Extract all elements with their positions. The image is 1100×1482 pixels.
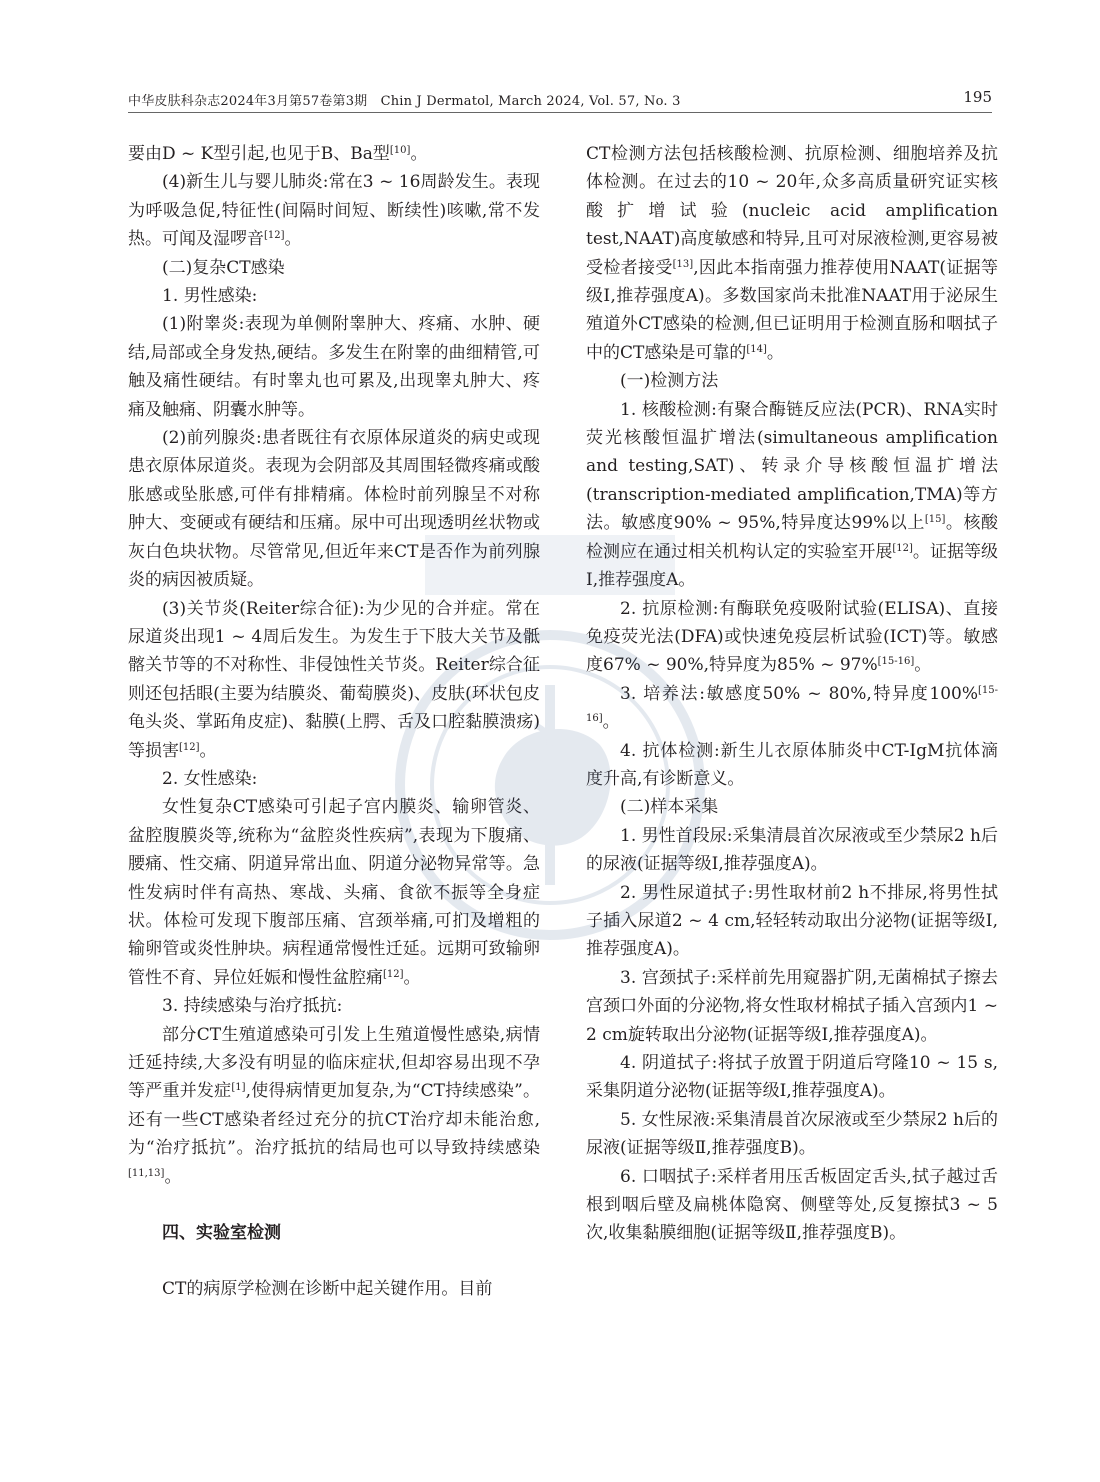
paragraph-text: 5. 女性尿液:采集清晨首次尿液或至少禁尿2 h后的尿液(证据等级Ⅱ,推荐强度B)。 [586, 1109, 998, 1159]
paragraph [586, 737, 998, 794]
paragraph [586, 367, 998, 395]
paragraph [128, 1021, 540, 1191]
paragraph-text: (一)检测方法 [620, 371, 719, 392]
citation-ref: [15-16] [877, 656, 915, 668]
citation-ref: [12] [179, 741, 200, 753]
paragraph [128, 310, 540, 424]
paragraph [128, 1275, 540, 1303]
paragraph [586, 1106, 998, 1163]
paragraph-text: 女性复杂CT感染可引起子宫内膜炎、输卵管炎、盆腔腹膜炎等,统称为“盆腔炎性疾病”,表现为下腹痛、腰痛、性交痛、阴道异常出血、阴道分泌物异常等。急性发病时伴有高热、寒战、头痛、食欲不振等全身症状。体检可发现下腹部压痛、宫颈举痛,可扪及增粗的输卵管或炎性肿块。病程通常慢性迁延。远期可致输卵管性不育、异位妊娠和慢性盆腔痛 [128, 797, 540, 988]
paragraph [128, 793, 540, 992]
section-spacer [128, 1191, 540, 1219]
paragraph-text: ,使得病情更加复杂,为“CT持续感染”。还有一些CT感染者经过充分的抗CT治疗却未能治愈,为“治疗抵抗”。治疗抵抗的结局也可以导致持续感染 [128, 1081, 541, 1159]
paragraph-text: 2. 男性尿道拭子:男性取材前2 h不排尿,将男性拭子插入尿道2 ~ 4 cm,轻轻转动取出分泌物(证据等级Ⅰ,推荐强度A)。 [586, 882, 998, 960]
paragraph-text: 。 [199, 740, 217, 761]
paragraph [128, 168, 540, 253]
paragraph-text: 1. 男性感染: [162, 286, 258, 307]
paragraph [128, 140, 540, 168]
paragraph [128, 282, 540, 310]
right-column [586, 140, 998, 1248]
citation-ref: [15] [924, 514, 946, 526]
paragraph [128, 765, 540, 793]
citation-ref: [13] [672, 258, 694, 270]
citation-ref: [12] [264, 230, 285, 242]
paragraph [586, 879, 998, 964]
page-number: 195 [963, 88, 992, 106]
paragraph-text: 3. 宫颈拭子:采样前先用窥器扩阴,无菌棉拭子擦去宫颈口外面的分泌物,将女性取材棉拭子插入宫颈内1 ~ 2 cm旋转取出分泌物(证据等级Ⅰ,推荐强度A)。 [586, 967, 998, 1045]
paragraph-text: 。 [284, 229, 302, 250]
paragraph-text: CT检测方法包括核酸检测、抗原检测、细胞培养及抗体检测。在过去的10 ~ 20年,众多高质量研究证实核酸扩增试验(nucleic acid amplification test,NAAT)高度敏感和特异,且可对尿液检测,更容易被受检者接受 [586, 144, 998, 278]
paragraph-text: 。 [410, 144, 428, 164]
paragraph-text: 。证据等级Ⅰ,推荐强度A。 [586, 541, 999, 591]
paragraph [586, 822, 998, 879]
paragraph-text: 6. 口咽拭子:采样者用压舌板固定舌头,拭子越过舌根到咽后壁及扁桃体隐窝、侧壁等处,反复擦拭3 ~ 5次,收集黏膜细胞(证据等级Ⅱ,推荐强度B)。 [586, 1166, 998, 1244]
paragraph [128, 595, 540, 765]
paragraph-text: CT的病原学检测在诊断中起关键作用。目前 [162, 1279, 493, 1300]
citation-ref: [12] [383, 968, 404, 980]
paragraph-text: 。 [403, 967, 421, 988]
paragraph-text: 3. 持续感染与治疗抵抗: [162, 996, 343, 1017]
paragraph-text: (1)附睾炎:表现为单侧附睾肿大、疼痛、水肿、硬结,局部或全身发热,硬结。多发生在附睾的曲细精管,可触及痛性硬结。有时睾丸也可累及,出现睾丸肿大、疼痛及触痛、阴囊水肿等。 [128, 314, 540, 420]
paragraph-text: 1. 男性首段尿:采集清晨首次尿液或至少禁尿2 h后的尿液(证据等级Ⅰ,推荐强度A)。 [586, 825, 998, 875]
paragraph-text: (2)前列腺炎:患者既往有衣原体尿道炎的病史或现患衣原体尿道炎。表现为会阴部及其周围轻微疼痛或酸胀感或坠胀感,可伴有排精痛。体检时前列腺呈不对称肿大、变硬或有硬结和压痛。尿中可出现透明丝状物或灰白色块状物。尽管常见,但近年来CT是否作为前列腺炎的病因被质疑。 [128, 428, 540, 591]
paragraph [586, 396, 998, 595]
section-spacer [128, 1247, 540, 1275]
paragraph-text: 。核酸检测应在通过相关机构认定的实验室开展 [586, 513, 998, 562]
running-header [128, 88, 992, 113]
paragraph [586, 680, 998, 737]
citation-ref: [15-16] [586, 684, 998, 725]
paragraph [128, 992, 540, 1020]
paragraph [586, 1049, 998, 1106]
citation-ref: [14] [746, 343, 767, 355]
paragraph-text: 。 [602, 712, 620, 733]
paragraph [128, 424, 540, 594]
citation-ref: [1] [231, 1082, 246, 1094]
citation-ref: [10] [389, 145, 411, 156]
paragraph-text: ,因此本指南强力推荐使用NAAT(证据等级Ⅰ,推荐强度A)。多数国家尚未批准NAAT用于泌尿生殖道外CT感染的检测,但已证明用于检测直肠和咽拭子中的CT感染是可靠的 [586, 257, 999, 363]
left-column [128, 140, 540, 1304]
paragraph-text: (3)关节炎(Reiter综合征):为少见的合并症。常在尿道炎出现1 ~ 4周后发生。为发生于下肢大关节及骶髂关节等的不对称性、非侵蚀性关节炎。Reiter综合征则还包括眼(主要为结膜炎、葡萄膜炎)、皮肤(环状包皮龟头炎、掌跖角皮症)、黏膜(上腭、舌及口腔黏膜溃疡)等损害 [128, 598, 540, 761]
paragraph [586, 140, 998, 367]
paragraph [586, 964, 998, 1049]
paragraph-text: 要由D ~ K型引起,也见于B、Ba型 [128, 144, 390, 164]
citation-ref: [12] [892, 542, 913, 554]
paragraph-text: 2. 女性感染: [162, 768, 258, 789]
paragraph-text: 四、实验室检测 [162, 1223, 281, 1244]
paragraph [586, 1163, 998, 1248]
citation-ref: [11,13] [128, 1167, 165, 1179]
paragraph-text: (二)复杂CT感染 [162, 257, 285, 278]
section-heading [128, 1219, 540, 1247]
paragraph-text: 。 [766, 342, 784, 363]
paragraph-text: 1. 核酸检测:有聚合酶链反应法(PCR)、RNA实时荧光核酸恒温扩增法(simultaneous amplification and testing,SAT)、转录介导核酸恒温扩增法(transcription-mediated amplification,TMA)等方法。敏感度90% ~ 95%,特异度达99%以上 [586, 399, 998, 534]
journal-citation: 中华皮肤科杂志2024年3月第57卷第3期 Chin J Dermatol, March 2024, Vol. 57, No. 3 [128, 94, 681, 109]
paragraph-text: 4. 阴道拭子:将拭子放置于阴道后穹隆10 ~ 15 s,采集阴道分泌物(证据等级Ⅰ,推荐强度A)。 [586, 1053, 998, 1102]
paragraph-text: (二)样本采集 [620, 797, 719, 818]
paragraph [128, 254, 540, 282]
paragraph-text: 部分CT生殖道感染可引发上生殖道慢性感染,病情迁延持续,大多没有明显的临床症状,但却容易出现不孕等严重并发症 [128, 1024, 540, 1102]
paragraph-text: 3. 培养法:敏感度50% ~ 80%,特异度100% [620, 683, 978, 704]
paragraph-text: 4. 抗体检测:新生儿衣原体肺炎中CT-IgM抗体滴度升高,有诊断意义。 [586, 740, 998, 789]
paragraph-text: (4)新生儿与婴儿肺炎:常在3 ~ 16周龄发生。表现为呼吸急促,特征性(间隔时间短、断续性)咳嗽,常不发热。可闻及湿啰音 [128, 172, 540, 250]
paragraph-text: 。 [914, 655, 932, 676]
paragraph [586, 793, 998, 821]
paragraph [586, 595, 998, 680]
paragraph-text: 。 [164, 1166, 182, 1187]
paragraph-text: 2. 抗原检测:有酶联免疫吸附试验(ELISA)、直接免疫荧光法(DFA)或快速免疫层析试验(ICT)等。敏感度67% ~ 90%,特异度为85% ~ 97% [586, 598, 998, 676]
